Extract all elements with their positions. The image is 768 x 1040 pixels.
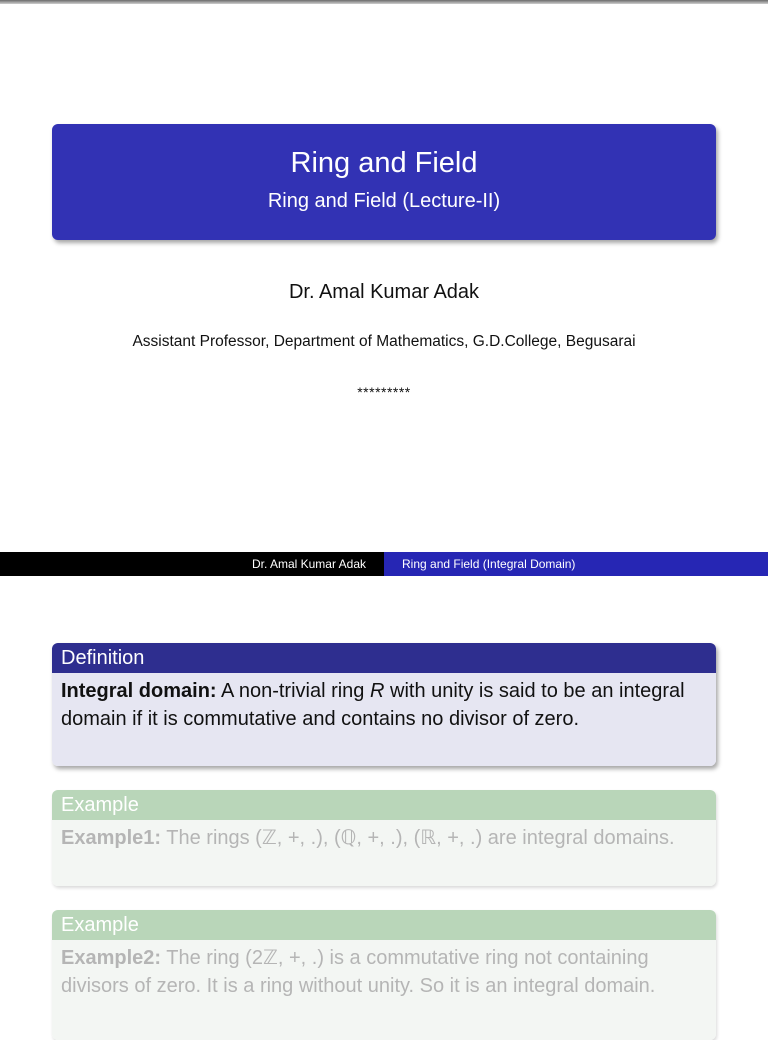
footer-author-panel	[0, 552, 384, 576]
example1-body	[52, 820, 716, 886]
footer-author: Dr. Amal Kumar Adak	[251, 557, 366, 571]
example2-heading: Example	[52, 910, 716, 940]
author-affiliation: Assistant Professor, Department of Mathematics, G.D.College, Begusarai	[132, 333, 636, 350]
example1-heading: Example	[52, 790, 716, 820]
definition-block	[52, 643, 716, 766]
example2-term: Example2:	[61, 947, 162, 969]
example1-term: Example1:	[61, 827, 162, 849]
definition-body	[52, 673, 716, 766]
ring-variable: R	[370, 680, 385, 702]
author-name: Dr. Amal Kumar Adak	[288, 281, 480, 303]
example2-block	[52, 910, 716, 1040]
definition-text-b: with unity is said to be an integral domain if it is commutative and contains no divisor of zero.	[61, 680, 685, 730]
definition-term: Integral domain:	[61, 680, 217, 702]
slide-footer	[0, 552, 768, 576]
definition-text-a: A non-trivial ring	[216, 680, 370, 702]
slide-title: Ring and Field	[290, 147, 478, 179]
definition-heading: Definition	[52, 643, 716, 673]
example2-text: The ring (2ℤ, +, .) is a commutative ring not containing divisors of zero. It is a ring without unity. So it is an integral domain.	[61, 947, 656, 997]
title-block	[52, 124, 716, 240]
example2-body	[52, 940, 716, 1040]
slide-subtitle: Ring and Field (Lecture-II)	[267, 190, 501, 212]
separator-stars: *********	[357, 384, 411, 400]
example1-text: The rings (ℤ, +, .), (ℚ, +, .), (ℝ, +, .) are integral domains.	[161, 827, 675, 849]
example1-block	[52, 790, 716, 886]
page-top-edge	[0, 0, 768, 4]
footer-section-panel	[384, 552, 768, 576]
footer-section: Ring and Field (Integral Domain)	[402, 557, 576, 571]
